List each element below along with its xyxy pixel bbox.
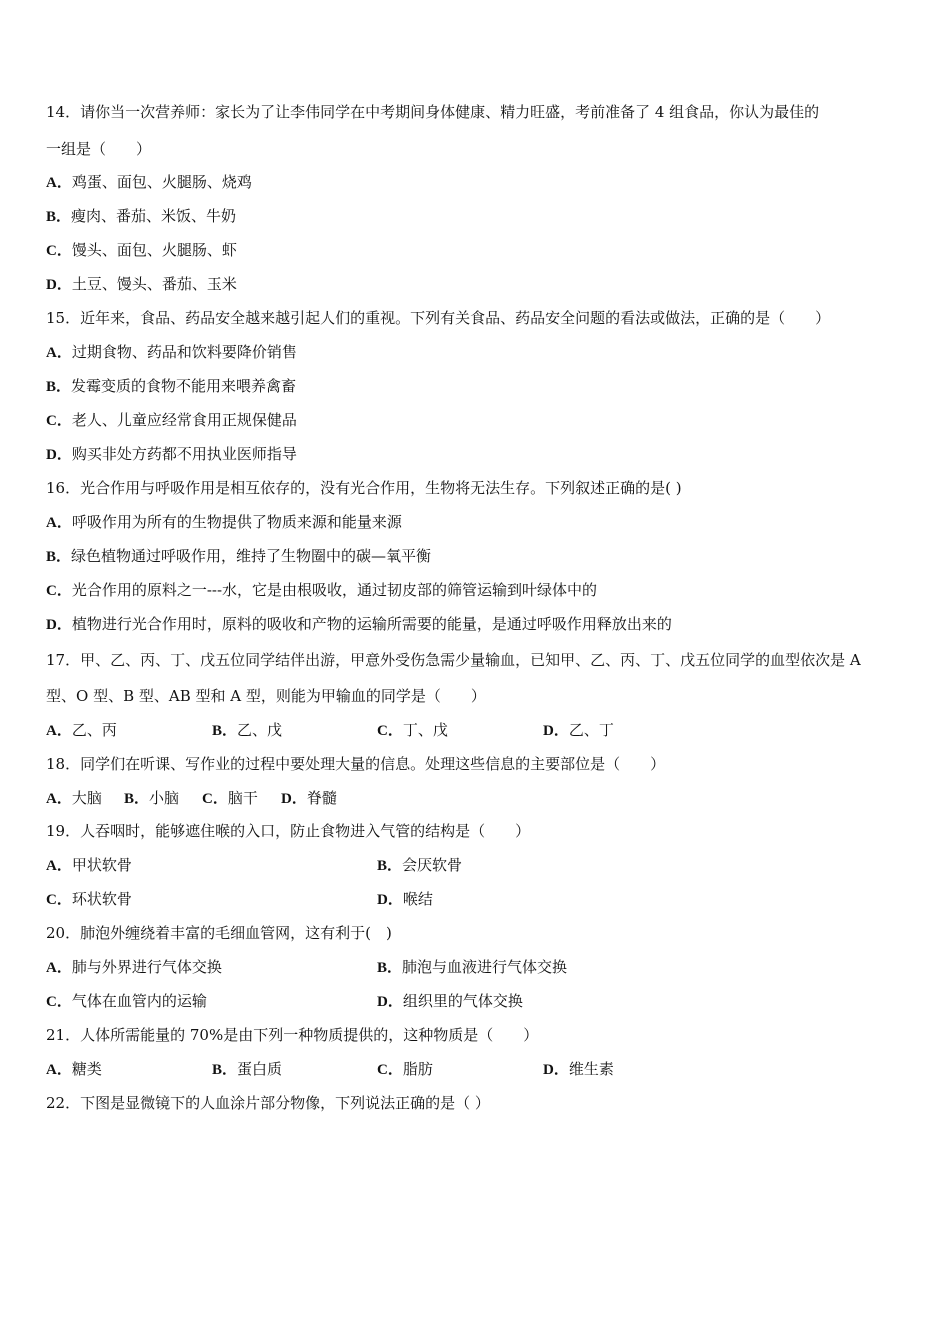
option-label: D．	[46, 447, 72, 463]
option-label: A．	[46, 175, 72, 191]
option-text: 肺泡与血液进行气体交换	[402, 958, 568, 976]
option-label: C．	[46, 994, 72, 1010]
question-16-option-a	[46, 512, 402, 533]
question-18-stem: 18．同学们在听课、写作业的过程中要处理大量的信息。处理这些信息的主要部位是（ ）	[46, 755, 666, 773]
option-text: 脊髓	[306, 789, 337, 807]
option-text: 呼吸作用为所有的生物提供了物质来源和能量来源	[71, 513, 402, 531]
option-label: B．	[46, 549, 72, 565]
option-text: 丁、戊	[402, 721, 448, 739]
option-text: 肺与外界进行气体交换	[71, 958, 222, 976]
option-text: 小脑	[149, 789, 180, 807]
question-19-option-b	[377, 855, 462, 876]
option-text: 乙、戊	[237, 721, 283, 739]
option-text: 维生素	[568, 1060, 614, 1078]
option-label: C．	[46, 243, 72, 259]
option-text: 乙、丁	[568, 721, 614, 739]
option-label: D．	[543, 723, 569, 739]
option-text: 老人、儿童应经常食用正规保健品	[71, 411, 297, 429]
question-21-option-a	[46, 1059, 102, 1080]
option-text: 甲状软骨	[71, 856, 132, 874]
option-label: A．	[46, 515, 72, 531]
option-text: 蛋白质	[237, 1060, 283, 1078]
option-label: D．	[543, 1062, 569, 1078]
question-19-stem: 19．人吞咽时，能够遮住喉的入口，防止食物进入气管的结构是（ ）	[46, 822, 531, 840]
option-label: C．	[46, 413, 72, 429]
option-label: A．	[46, 345, 72, 361]
option-label: C．	[377, 1062, 403, 1078]
question-17-option-a	[46, 720, 117, 741]
option-text: 光合作用的原料之一---水，它是由根吸收，通过韧皮部的筛管运输到叶绿体中的	[71, 581, 598, 599]
option-label: A．	[46, 858, 72, 874]
question-14-option-a	[46, 172, 252, 193]
question-19-option-a	[46, 855, 132, 876]
option-text: 馒头、面包、火腿肠、虾	[71, 241, 237, 259]
question-14-option-d	[46, 274, 237, 295]
question-18-option-c	[202, 788, 258, 809]
option-label: D．	[46, 277, 72, 293]
option-text: 喉结	[402, 890, 433, 908]
option-label: C．	[202, 791, 228, 807]
question-14-stem: 14．请你当一次营养师：家长为了让李伟同学在中考期间身体健康、精力旺盛，考前准备了 4 组食品，你认为最佳的	[46, 103, 820, 121]
question-21-option-c	[377, 1059, 433, 1080]
question-21-option-b	[212, 1059, 282, 1080]
option-label: D．	[281, 791, 307, 807]
option-text: 环状软骨	[71, 890, 132, 908]
option-text: 过期食物、药品和饮料要降价销售	[71, 343, 297, 361]
question-14-stem-cont: 一组是（ ）	[46, 140, 152, 158]
question-19-option-c	[46, 889, 132, 910]
option-label: D．	[377, 892, 403, 908]
question-16-stem: 16．光合作用与呼吸作用是相互依存的，没有光合作用，生物将无法生存。下列叙述正确的是( )	[46, 479, 682, 497]
question-21-stem: 21．人体所需能量的 70%是由下列一种物质提供的，这种物质是（ ）	[46, 1026, 539, 1044]
option-label: B．	[212, 723, 238, 739]
question-16-option-c	[46, 580, 597, 601]
question-20-stem: 20．肺泡外缠绕着丰富的毛细血管网，这有利于( )	[46, 924, 392, 942]
option-label: C．	[46, 892, 72, 908]
option-text: 瘦肉、番茄、米饭、牛奶	[71, 207, 237, 225]
question-18-option-a	[46, 788, 102, 809]
option-text: 发霉变质的食物不能用来喂养禽畜	[71, 377, 297, 395]
option-label: B．	[124, 791, 150, 807]
question-18-option-b	[124, 788, 179, 809]
option-text: 气体在血管内的运输	[71, 992, 207, 1010]
option-label: C．	[377, 723, 403, 739]
question-15-option-d	[46, 444, 297, 465]
question-20-option-b	[377, 957, 567, 978]
option-text: 组织里的气体交换	[402, 992, 523, 1010]
option-text: 购买非处方药都不用执业医师指导	[71, 445, 297, 463]
question-16-option-d	[46, 614, 672, 635]
option-text: 乙、丙	[71, 721, 117, 739]
option-label: C．	[46, 583, 72, 599]
option-text: 糖类	[71, 1060, 102, 1078]
question-17-stem-cont: 型、O 型、B 型、AB 型和 A 型，则能为甲输血的同学是（ ）	[46, 687, 486, 705]
option-label: B．	[46, 209, 72, 225]
option-label: D．	[46, 617, 72, 633]
option-text: 鸡蛋、面包、火腿肠、烧鸡	[71, 173, 252, 191]
question-20-option-a	[46, 957, 222, 978]
option-text: 脑干	[227, 789, 258, 807]
question-17-option-b	[212, 720, 282, 741]
question-19-option-d	[377, 889, 433, 910]
option-label: B．	[377, 858, 403, 874]
question-15-stem: 15．近年来，食品、药品安全越来越引起人们的重视。下列有关食品、药品安全问题的看法或做法，正确的是（ ）	[46, 309, 831, 327]
question-16-option-b	[46, 546, 431, 567]
question-17-option-c	[377, 720, 448, 741]
question-21-option-d	[543, 1059, 614, 1080]
option-label: B．	[212, 1062, 238, 1078]
question-15-option-a	[46, 342, 297, 363]
option-label: A．	[46, 723, 72, 739]
option-label: A．	[46, 791, 72, 807]
question-14-option-c	[46, 240, 237, 261]
question-22-stem: 22．下图是显微镜下的人血涂片部分物像，下列说法正确的是（ ）	[46, 1094, 490, 1112]
option-label: B．	[377, 960, 403, 976]
option-text: 绿色植物通过呼吸作用，维持了生物圈中的碳—氧平衡	[71, 547, 432, 565]
option-text: 脂肪	[402, 1060, 433, 1078]
option-text: 植物进行光合作用时，原料的吸收和产物的运输所需要的能量，是通过呼吸作用释放出来的	[71, 615, 672, 633]
question-15-option-c	[46, 410, 297, 431]
option-text: 会厌软骨	[402, 856, 463, 874]
option-text: 土豆、馒头、番茄、玉米	[71, 275, 237, 293]
option-label: A．	[46, 960, 72, 976]
option-text: 大脑	[71, 789, 102, 807]
question-20-option-c	[46, 991, 207, 1012]
question-18-option-d	[281, 788, 337, 809]
question-14-option-b	[46, 206, 236, 227]
option-label: D．	[377, 994, 403, 1010]
option-label: A．	[46, 1062, 72, 1078]
option-label: B．	[46, 379, 72, 395]
question-17-option-d	[543, 720, 614, 741]
question-17-stem: 17．甲、乙、丙、丁、戊五位同学结伴出游，甲意外受伤急需少量输血，已知甲、乙、丙、丁、戊五位同学的血型依次是 A	[46, 651, 861, 669]
question-20-option-d	[377, 991, 523, 1012]
question-15-option-b	[46, 376, 296, 397]
